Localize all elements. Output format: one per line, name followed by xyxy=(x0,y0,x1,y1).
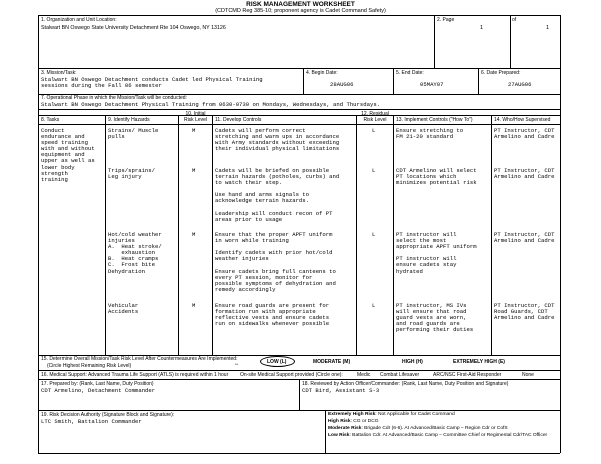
row-hazard: Strains/ Muscle pulls xyxy=(108,127,159,141)
legend-item: Moderate Risk: Brigade Cdr (6-6). At Advanced/Basic Camp – Region Cdr or CofS xyxy=(328,426,508,431)
end-date-value: 05MAY07 xyxy=(420,81,444,88)
row-controls: Cadets will be briefed on possible terrain hazards (potholes, curbs) and to watch their step. Use hand and arms signals to acknowledge terrain hazards. Leadership will conduct recon of PT areas prior to usage xyxy=(215,167,340,223)
mission-value: Stalwart BN Oswego Detachment conducts Cadet led Physical Training sessions during the Fall 06 semester xyxy=(41,76,263,90)
row-initial-risk: M xyxy=(192,302,196,309)
overall-risk-mark: ** xyxy=(235,362,239,367)
row-controls: Ensure that the proper APFT uniform in worn while training Identify cadets with prior hot/cold weather injuries Ensure cadets bring full canteens to every PT session, monitor for possible symptoms of dehydration and remedy accordingly xyxy=(215,231,336,293)
col-tasks: 8. Tasks xyxy=(41,117,60,123)
row-implement: PT instructor, MS IVs will ensure that road guard vests are worn, and road guards are performing their duties xyxy=(396,302,474,334)
col-initial-risk: 10. Initial Risk Level xyxy=(183,111,208,123)
col-hazards: 9. Identify Hazards xyxy=(108,117,150,123)
row-initial-risk: M xyxy=(192,127,196,134)
legend-item: Low Risk: Battalion Cdr. At Advanced/Basic Camp – Committee Chief or Regimental Cdr/TAC Officer xyxy=(328,433,548,438)
row-controls: Ensure road guards are present for formation run with appropriate reflective vests and ensure cadets run on sidewalks whenever possible xyxy=(215,302,330,328)
row-hazard: Trips/sprains/ Leg injury xyxy=(108,167,155,181)
onsite-medical-label: On-site Medical Support provided (Circle one): xyxy=(240,372,343,378)
col-supervises: 14. Who/How Supervised xyxy=(494,117,551,123)
row-implement: CDT Armelino will select PT locations which minimizes potential risk xyxy=(396,167,477,187)
row-supervise: PT Instructor, CDT Armelino and Cadre xyxy=(494,167,555,181)
medical-option-none[interactable]: None xyxy=(522,372,534,378)
overall-risk-label: 15. Determine Overall Mission/Task Risk Level After Countermeasures Are Implemented: xyxy=(41,356,238,362)
risk-option-low[interactable]: LOW (L) xyxy=(267,359,287,365)
prepared-by-value: CDT Armelino, Detachment Commander xyxy=(41,387,156,394)
row-supervise: PT Instructor, CDT Road Guards, CDT Armelino and Cadre xyxy=(494,302,555,322)
medical-support-label: 16. Medical Support: Advanced Trauma Life Support (ATLS) is required within 1 hour xyxy=(41,372,229,378)
row-residual-risk: L xyxy=(372,127,376,134)
prepared-by-label: 17. Prepared by: (Rank, Last Name, Duty Position) xyxy=(41,381,154,387)
medical-option-combat-lifesaver[interactable]: Combat Lifesaver xyxy=(380,372,420,378)
row-implement: Ensure stretching to FM 21-20 standard xyxy=(396,127,464,141)
authority-value: LTC Smith, Battalion Commander xyxy=(41,418,142,425)
row-supervise: PT Instructor, CDT Armelino and Cadre xyxy=(494,127,555,141)
phase-label: 7. Operational Phase in which the Mission/Task will be conducted: xyxy=(41,95,187,101)
overall-risk-sublabel: (Circle Highest Remaining Risk Level) xyxy=(47,363,132,369)
row-residual-risk: L xyxy=(372,302,376,309)
authority-label: 19. Risk Decision Authority (Signature Block and Signature): xyxy=(41,412,175,418)
page-number: 1 xyxy=(480,25,484,31)
row-residual-risk: L xyxy=(372,231,376,238)
medical-option-first-aid[interactable]: ARC/NSC First-Aid Responder xyxy=(433,372,502,378)
legend-item: Extremely High Risk: Not Applicable for Cadet Command xyxy=(328,412,455,417)
mission-label: 3. Mission/Task: xyxy=(41,70,77,76)
end-date-label: 5. End Date: xyxy=(396,70,424,76)
row-implement: PT instructor will select the most appropriate APFT uniform PT instructor will ensure cadets stay hydrated xyxy=(396,231,477,275)
org-value: Stalwart BN Oswego State University Detachment Rte 104 Oswego, NY 13126 xyxy=(41,25,226,31)
page-label: 2. Page xyxy=(437,17,455,23)
legend-item: High Risk: CG or DCG xyxy=(328,419,379,424)
risk-option-extreme[interactable]: EXTREMELY HIGH (E) xyxy=(453,359,505,365)
row-initial-risk: M xyxy=(192,231,196,238)
org-label: 1. Organization and Unit Location: xyxy=(41,17,117,23)
row-initial-risk: M xyxy=(192,167,196,174)
begin-date-value: 28AUG06 xyxy=(330,81,354,88)
row-residual-risk: L xyxy=(372,167,376,174)
page-of-label: of xyxy=(512,17,517,23)
row-supervise: PT Instructor, CDT Armelino and Cadre xyxy=(494,231,555,245)
risk-option-moderate[interactable]: MODERATE (M) xyxy=(313,359,351,365)
risk-option-high[interactable]: HIGH (H) xyxy=(402,359,423,365)
col-implement: 13. Implement Controls ("How To") xyxy=(396,117,473,123)
page-total: 1 xyxy=(546,25,550,31)
row-hazard: Hot/cold weather injuries A. Heat stroke/ exhaustion B. Heat cramps C. Frost bite Dehydration xyxy=(108,231,162,275)
reviewed-by-label: 18. Reviewed by Action Officer/Commander: (Rank, Last Name, Duty Position and Signature) xyxy=(302,381,509,387)
medical-option-medic[interactable]: Medic xyxy=(357,372,371,378)
row-controls: Cadets will perform correct stretching and warm ups in accordance with Army standards without exceeding their individual physical limitations xyxy=(215,127,340,153)
worksheet-subtitle: (CDTCMD Reg 385-10; proponent agency is Cadet Command Safety) xyxy=(215,8,386,14)
reviewed-by-value: CDT Bird, Assistant S-3 xyxy=(302,387,380,394)
row-hazard: Vehicular Accidents xyxy=(108,302,139,316)
row-task: Conduct endurance and speed training with and without equipment and upper as well as lower body strength training xyxy=(41,127,95,183)
col-residual-risk: 12. Residual Risk Level xyxy=(361,111,389,123)
worksheet-title: RISK MANAGEMENT WORKSHEET xyxy=(246,1,355,8)
date-prepared-label: 6. Date Prepared: xyxy=(481,70,521,76)
begin-date-label: 4. Begin Date: xyxy=(306,70,338,76)
date-prepared-value: 27AUG06 xyxy=(508,81,532,88)
phase-value: Stalwart BN Oswego Detachment Physical Training from 0630-0730 on Mondays, Wednesdays, and Thursdays. xyxy=(41,101,381,108)
col-controls: 11. Develop Controls xyxy=(215,117,262,123)
